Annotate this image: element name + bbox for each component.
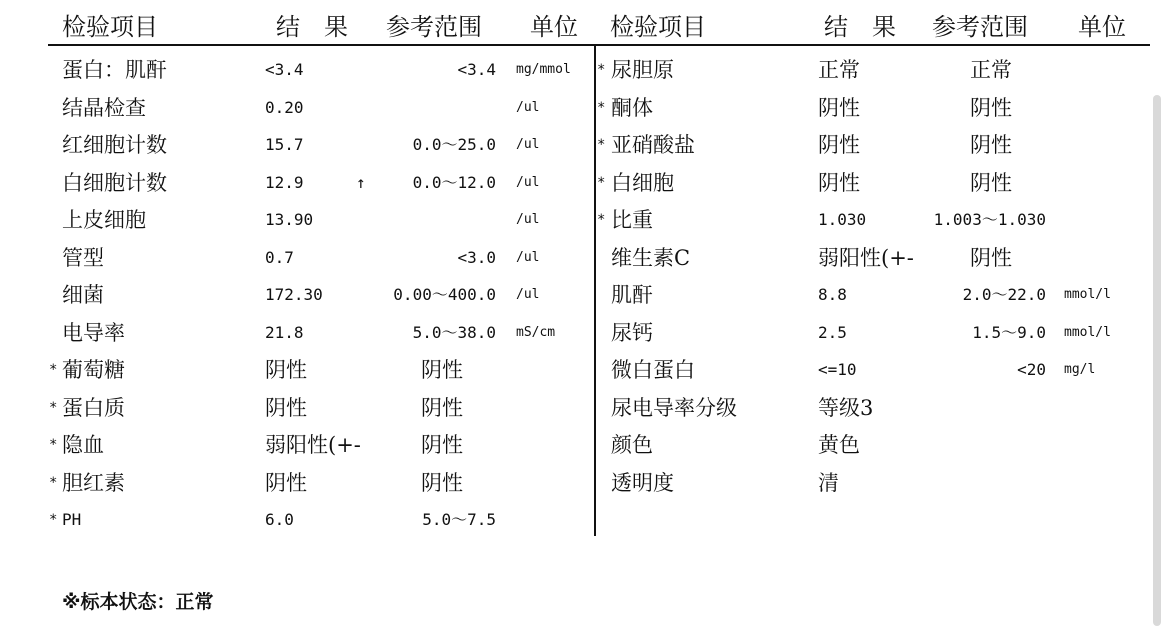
specimen-status: ※标本状态：正常 — [62, 591, 214, 613]
required-marker: * — [49, 474, 58, 491]
reference-range: 0.0～12.0 — [412, 172, 496, 192]
item-name: 尿钙 — [611, 320, 653, 345]
reference-range: 0.0～25.0 — [412, 135, 496, 154]
unit: mg/mmol — [516, 62, 571, 77]
reference-range: 阴性 — [421, 470, 463, 495]
item-name: 葡萄糖 — [62, 358, 125, 382]
reference-range: 0.00～400.0 — [393, 285, 496, 304]
result-value: 2.5 — [818, 322, 847, 342]
result-value: 172.30 — [265, 285, 323, 304]
required-marker: * — [49, 437, 58, 453]
result-value: 6.0 — [265, 510, 294, 529]
item-name: 酮体 — [611, 95, 653, 120]
reference-range: 阴性 — [970, 133, 1012, 157]
reference-range: 阴性 — [970, 95, 1012, 120]
reference-range: <20 — [1017, 360, 1046, 379]
result-value: 等级3 — [818, 395, 874, 420]
reference-range: 阴性 — [421, 358, 463, 382]
header-right-item: 检验项目 — [610, 13, 706, 41]
header-left-unit: 单位 — [530, 13, 578, 41]
result-value: <3.4 — [265, 60, 304, 79]
unit: /ul — [516, 99, 540, 115]
result-value: 12.9 — [265, 172, 304, 192]
reference-range: 阴性 — [421, 433, 463, 457]
unit: /ul — [516, 287, 540, 302]
item-name: 蛋白质 — [62, 395, 125, 420]
result-value: 15.7 — [265, 135, 304, 154]
item-name: 透明度 — [611, 470, 674, 495]
table-row — [0, 502, 496, 538]
item-name: 肌酐 — [611, 283, 653, 307]
header-left-result: 结 果 — [276, 13, 348, 41]
item-name: 亚硝酸盐 — [611, 133, 695, 157]
item-name: 结晶检查 — [62, 95, 146, 120]
result-value: 黄色 — [818, 433, 860, 457]
reference-range: 2.0～22.0 — [962, 285, 1046, 304]
unit: /ul — [516, 212, 540, 227]
header-right-result: 结 果 — [824, 13, 896, 41]
item-name: 管型 — [62, 245, 104, 270]
reference-range: 阴性 — [970, 170, 1012, 195]
result-value: 清 — [818, 470, 839, 495]
item-name: 上皮细胞 — [62, 208, 146, 232]
item-name: 胆红素 — [62, 470, 125, 495]
result-value: 阴性 — [265, 395, 307, 420]
item-name: 蛋白：肌酐 — [62, 58, 167, 82]
unit: mmol/l — [1064, 287, 1111, 302]
abnormal-flag: ↑ — [356, 172, 366, 192]
result-value: <=10 — [818, 360, 857, 379]
reference-range — [370, 90, 496, 126]
item-name: PH — [62, 510, 82, 529]
result-value: 13.90 — [265, 210, 314, 229]
required-marker: * — [597, 62, 606, 78]
item-name: 电导率 — [62, 320, 125, 345]
unit: /ul — [516, 174, 540, 190]
item-name: 尿胆原 — [611, 58, 674, 82]
item-name: 白细胞计数 — [62, 170, 167, 195]
header-left-item: 检验项目 — [62, 13, 158, 41]
reference-range — [370, 202, 496, 238]
required-marker: * — [49, 512, 58, 528]
item-name: 细菌 — [62, 283, 104, 307]
result-value: 弱阳性(+- — [818, 245, 914, 270]
reference-range — [910, 465, 1046, 501]
item-name: 白细胞 — [611, 170, 674, 195]
reference-range: 阴性 — [970, 245, 1012, 270]
result-value: 1.030 — [818, 210, 867, 229]
unit: /ul — [516, 137, 540, 152]
item-name: 比重 — [611, 208, 653, 232]
result-value: 正常 — [818, 58, 860, 82]
reference-range: <3.0 — [457, 247, 496, 267]
item-name: 隐血 — [62, 433, 104, 457]
reference-range: 1.003～1.030 — [933, 210, 1046, 229]
required-marker: * — [597, 174, 606, 191]
required-marker: * — [597, 137, 606, 153]
item-name: 颜色 — [611, 433, 653, 457]
result-value: 阴性 — [818, 170, 860, 195]
result-value: 0.20 — [265, 97, 304, 117]
result-value: 阴性 — [265, 470, 307, 495]
item-name: 微白蛋白 — [611, 358, 695, 382]
item-name: 维生素C — [611, 245, 691, 270]
reference-range — [910, 427, 1046, 463]
result-value: 阴性 — [818, 95, 860, 120]
reference-range: 5.0～7.5 — [422, 510, 496, 529]
reference-range: 1.5～9.0 — [972, 322, 1046, 342]
result-value: 0.7 — [265, 247, 294, 267]
scrollbar[interactable] — [1153, 95, 1161, 626]
reference-range — [910, 390, 1046, 426]
result-value: 阴性 — [818, 133, 860, 157]
result-value: 弱阳性(+- — [265, 433, 361, 457]
header-right-unit: 单位 — [1078, 13, 1126, 41]
unit: mg/l — [1064, 362, 1096, 377]
required-marker: * — [49, 362, 58, 378]
reference-range: 阴性 — [421, 395, 463, 420]
required-marker: * — [49, 399, 58, 416]
column-divider — [594, 46, 596, 536]
reference-range: 5.0～38.0 — [412, 322, 496, 342]
reference-range: 正常 — [970, 58, 1012, 82]
item-name: 尿电导率分级 — [611, 395, 737, 420]
required-marker: * — [597, 99, 606, 116]
header-right-range: 参考范围 — [932, 13, 1028, 41]
required-marker: * — [597, 212, 606, 228]
result-value: 8.8 — [818, 285, 847, 304]
header-divider — [48, 44, 1150, 46]
item-name: 红细胞计数 — [62, 133, 167, 157]
unit: mS/cm — [516, 324, 556, 340]
unit: mmol/l — [1064, 324, 1111, 340]
unit: /ul — [516, 249, 540, 265]
result-value: 阴性 — [265, 358, 307, 382]
header-left-range: 参考范围 — [386, 13, 482, 41]
reference-range: <3.4 — [457, 60, 496, 79]
result-value: 21.8 — [265, 322, 304, 342]
